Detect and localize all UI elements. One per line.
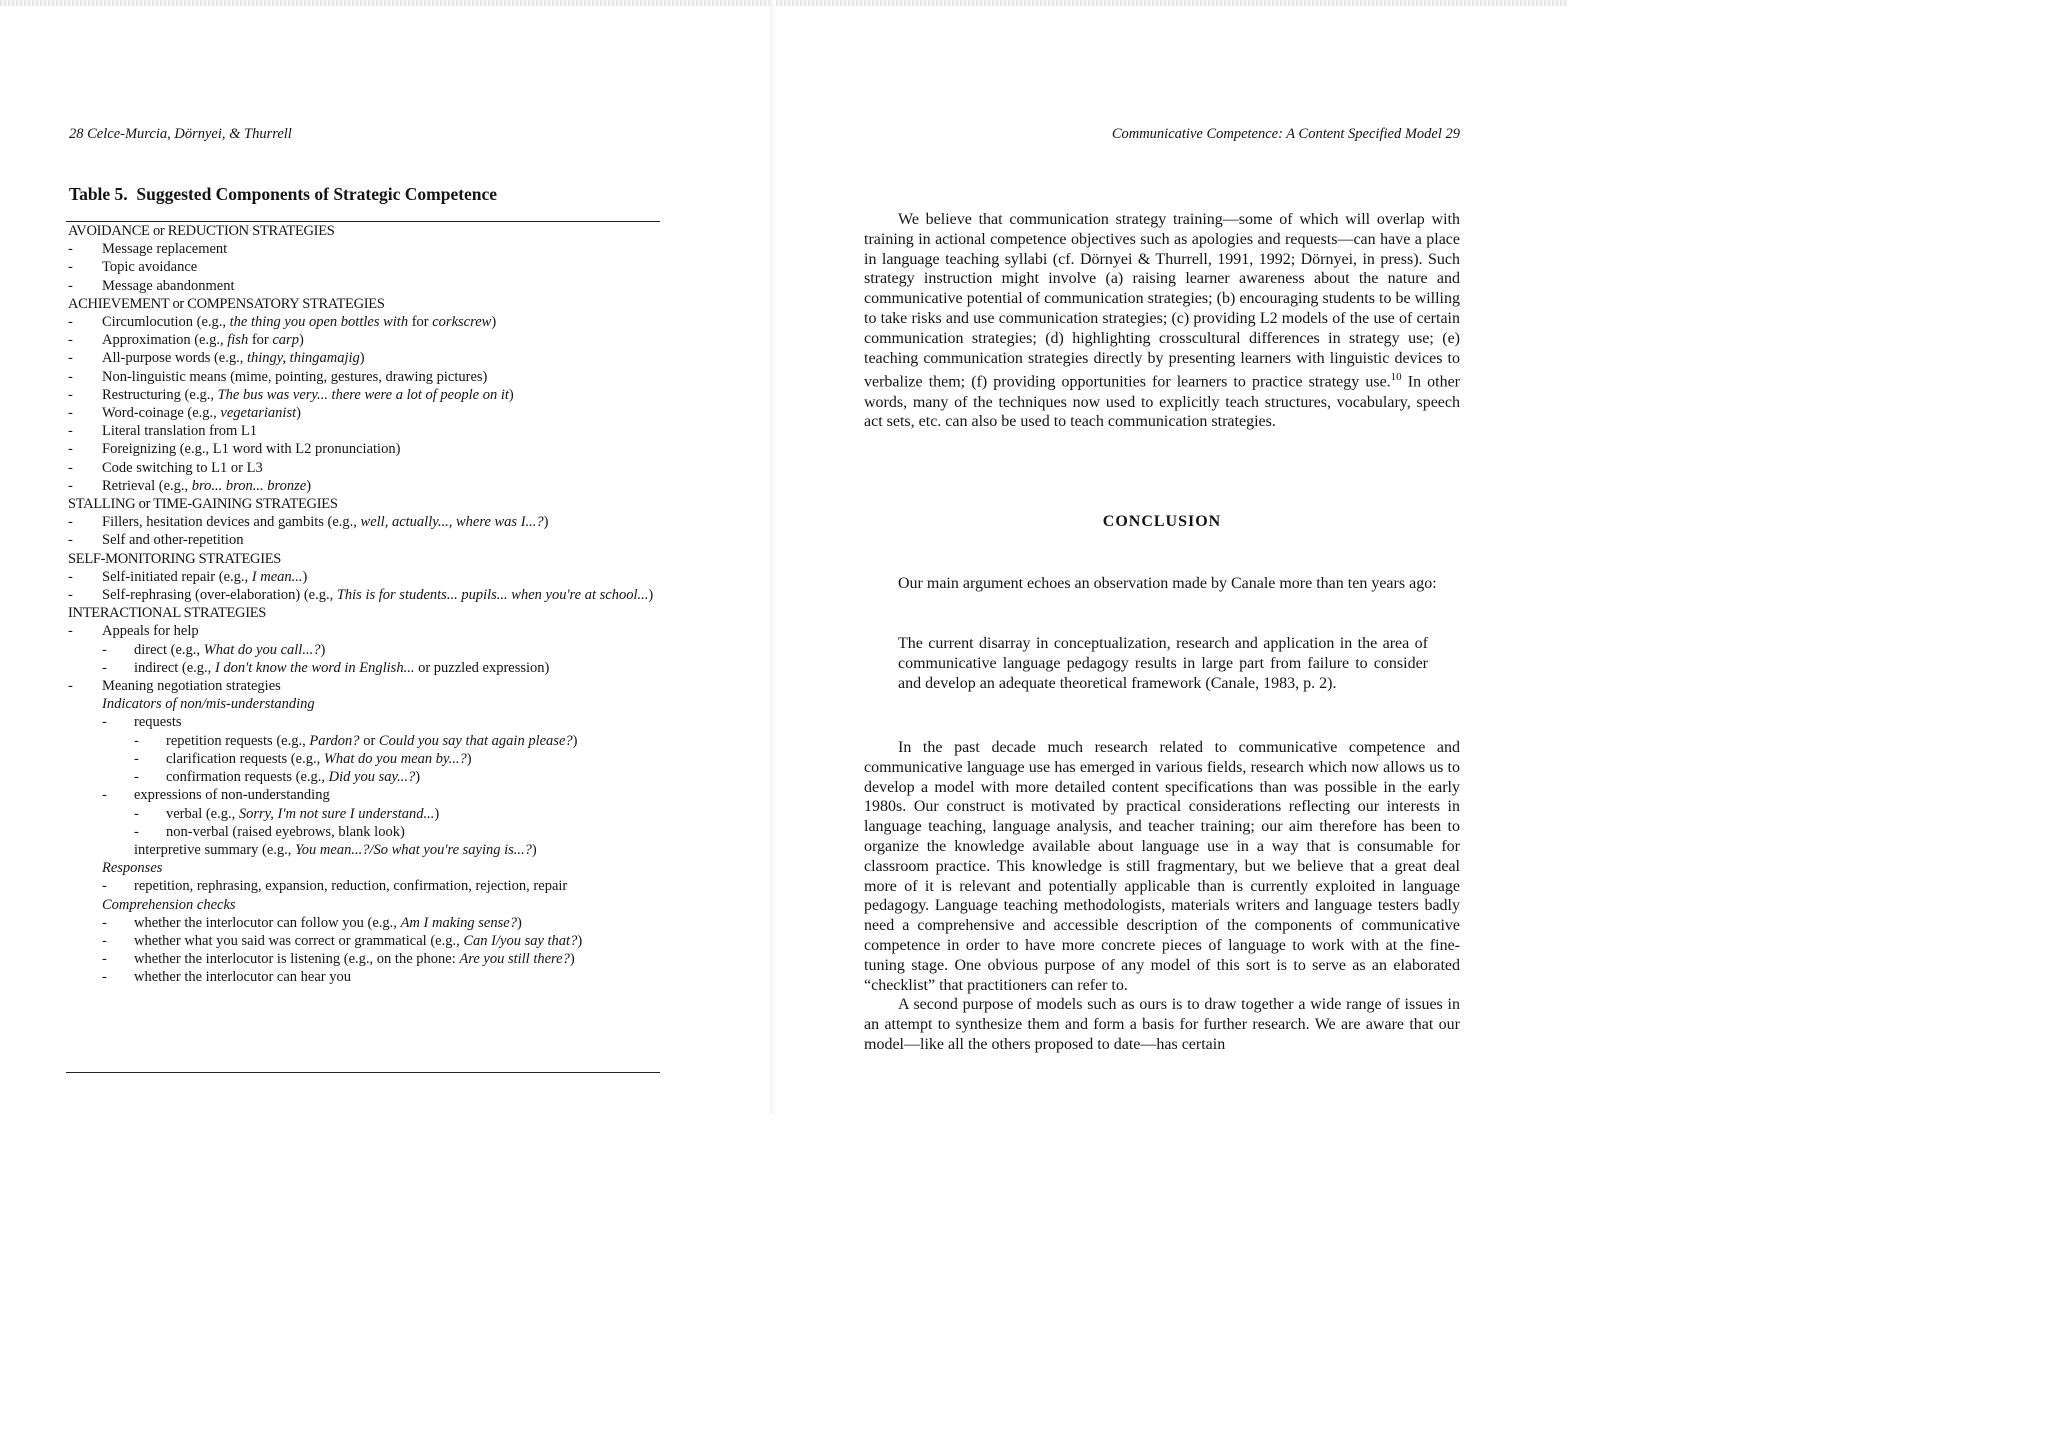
body-paragraph-canale xyxy=(864,574,1460,594)
italic-example: This is for students... pupils... when you're at school... xyxy=(336,587,649,604)
list-item-text xyxy=(68,222,666,240)
strategy-list-item xyxy=(66,622,666,640)
text-run: for xyxy=(408,314,433,331)
text-run: ) xyxy=(516,914,522,931)
paragraph-text: We believe that communication strategy training—some of which will overlap with training in actional competence objectives such as apologies and requests—can have a place in language teaching syllabi (cf. Dörnyei & Thurrell, 1991, 1992; Dörnyei, in press). Such strategy instruction might involve (a) raising learner awareness about the nature and communicative potential of communication strategies; (b) encouraging students to be willing to take risks and use communication strategies; (c) providing L2 models of the use of certain communication strategies; (d) highlighting crosscultural differences in strategy use; (e) teaching communication strategies directly by presenting learners with linguistic devices to verbalize them; (f) providing opportunities for learners to practice strategy use. xyxy=(864,211,1460,391)
section-heading-conclusion: CONCLUSION xyxy=(1102,513,1222,530)
list-item-text xyxy=(102,859,666,877)
list-item-text xyxy=(102,277,666,295)
list-dash: - xyxy=(102,951,107,968)
italic-example: Comprehension checks xyxy=(102,896,236,913)
italic-example: The bus was very... there were a lot of people on it xyxy=(217,386,509,403)
list-item-text xyxy=(134,659,666,677)
strategy-list-item xyxy=(66,805,666,823)
text-run: requests xyxy=(134,714,182,731)
text-run: ) xyxy=(359,350,365,367)
italic-example: Am I making sense? xyxy=(400,914,517,931)
strategy-list-item xyxy=(66,968,666,986)
text-run: direct (e.g., xyxy=(134,641,204,658)
text-run: Self and other-repetition xyxy=(102,532,244,549)
list-dash: - xyxy=(102,932,107,949)
strategy-list xyxy=(66,222,666,987)
text-run: Circumlocution (e.g., xyxy=(102,314,230,331)
paragraph-text: In the past decade much research related to communicative competence and communicative language use has emerged in various fields, research which now allows us to develop a model with more detailed content specifications than was possible in the early 1980s. Our construct is motivated by practical considerations reflecting our interests in language teaching, language analysis, and teacher training; our aim therefore has been to organize the knowledge available about language use in a way that is consumable for classroom practice. This knowledge is still fragmentary, but we believe that a great deal more of it is relevant and potentially applicable than is currently exploited in language pedagogy. Language teaching methodologists, materials writers and language testers badly need a comprehensive and accessible description of the components of communicative competence in order to have more concrete pieces of language to work with at the fine-tuning stage. One obvious purpose of any model of this sort is to serve as an elaborated “checklist” that practitioners can refer to. xyxy=(864,739,1460,994)
strategy-list-item xyxy=(66,459,666,477)
list-dash: - xyxy=(68,277,73,294)
list-item-text xyxy=(102,240,666,258)
text-run: clarification requests (e.g., xyxy=(166,750,324,767)
text-run: Non-linguistic means (mime, pointing, gestures, drawing pictures) xyxy=(102,368,488,385)
text-run: ) xyxy=(572,732,578,749)
text-run: Message replacement xyxy=(102,241,228,258)
table-bottom-rule xyxy=(66,1072,660,1073)
strategy-list-item xyxy=(66,513,666,531)
list-item-text xyxy=(134,877,666,895)
list-item-text xyxy=(134,914,666,932)
list-item-text xyxy=(102,586,666,604)
list-item-text xyxy=(134,968,666,986)
text-run: whether the interlocutor is listening (e.g., on the phone: xyxy=(134,951,460,968)
paragraph-text: Our main argument echoes an observation made by Canale more than ten years ago: xyxy=(898,575,1437,592)
list-item-text xyxy=(68,604,666,622)
list-item-text xyxy=(102,258,666,276)
list-item-text xyxy=(102,349,666,367)
text-run: repetition, rephrasing, expansion, reduction, confirmation, rejection, repair xyxy=(134,878,568,895)
list-dash: - xyxy=(68,678,73,695)
list-dash: - xyxy=(68,568,73,585)
text-run: interpretive summary (e.g., xyxy=(134,841,296,858)
strategy-list-item xyxy=(66,932,666,950)
text-run: ) xyxy=(569,951,575,968)
list-dash: - xyxy=(134,769,139,786)
text-run: indirect (e.g., xyxy=(134,659,215,676)
list-item-text xyxy=(166,823,666,841)
text-run: Self-rephrasing (over-elaboration) (e.g., xyxy=(102,587,337,604)
list-dash: - xyxy=(68,532,73,549)
running-head-left: 28 Celce-Murcia, Dörnyei, & Thurrell xyxy=(69,126,292,142)
text-run: ) xyxy=(302,568,308,585)
list-dash: - xyxy=(68,623,73,640)
strategy-list-item xyxy=(66,331,666,349)
text-run: Word-coinage (e.g., xyxy=(102,405,221,422)
list-item-text xyxy=(68,495,666,513)
list-dash: - xyxy=(102,914,107,931)
list-dash: - xyxy=(68,368,73,385)
strategy-list-item xyxy=(66,859,666,877)
list-item-text xyxy=(166,732,666,750)
list-dash: - xyxy=(102,969,107,986)
strategy-list-item xyxy=(66,568,666,586)
list-dash: - xyxy=(68,441,73,458)
text-run: ) xyxy=(491,314,497,331)
text-run: whether the interlocutor can hear you xyxy=(134,969,352,986)
strategy-list-item xyxy=(66,531,666,549)
strategy-list-item xyxy=(66,732,666,750)
italic-example: Pardon? xyxy=(309,732,360,749)
strategy-list-item xyxy=(66,258,666,276)
text-run: Foreignizing (e.g., L1 word with L2 pronunciation) xyxy=(102,441,401,458)
strategy-list-item xyxy=(66,313,666,331)
list-dash: - xyxy=(68,459,73,476)
list-item-text xyxy=(134,950,666,968)
italic-example: fish xyxy=(227,332,249,349)
body-paragraph-past-decade xyxy=(864,738,1460,1055)
list-item-text xyxy=(102,531,666,549)
italic-example: Indicators of non/mis-understanding xyxy=(102,696,315,713)
list-dash: - xyxy=(68,332,73,349)
italic-example: Could you say that again please? xyxy=(378,732,573,749)
strategy-list-item xyxy=(66,386,666,404)
text-run: ) xyxy=(531,841,537,858)
italic-example: What do you mean by...? xyxy=(323,750,467,767)
text-run: whether what you said was correct or grammatical (e.g., xyxy=(134,932,464,949)
strategy-list-item xyxy=(66,422,666,440)
text-run: All-purpose words (e.g., xyxy=(102,350,247,367)
strategy-list-item xyxy=(66,695,666,713)
list-item-text xyxy=(134,932,666,950)
list-dash: - xyxy=(102,714,107,731)
strategy-list-item xyxy=(66,586,666,604)
italic-example: What do you call...? xyxy=(203,641,321,658)
list-dash: - xyxy=(68,423,73,440)
list-dash: - xyxy=(134,805,139,822)
list-item-text xyxy=(134,713,666,731)
left-page xyxy=(0,0,770,1113)
list-dash: - xyxy=(68,314,73,331)
footnote-marker: 10 xyxy=(1390,371,1402,384)
list-dash: - xyxy=(68,386,73,403)
italic-example: I don't know the word in English... xyxy=(214,659,415,676)
list-item-text xyxy=(134,786,666,804)
strategy-list-item xyxy=(66,349,666,367)
text-run: AVOIDANCE or REDUCTION STRATEGIES xyxy=(68,223,335,239)
italic-example: corkscrew xyxy=(432,314,492,331)
strategy-list-item xyxy=(66,914,666,932)
list-item-text xyxy=(166,768,666,786)
text-run: non-verbal (raised eyebrows, blank look) xyxy=(166,823,405,840)
italic-example: You mean...?/So what you're saying is...? xyxy=(295,841,532,858)
text-run: verbal (e.g., xyxy=(166,805,239,822)
list-item-text xyxy=(102,568,666,586)
text-run: ) xyxy=(306,477,312,494)
text-run: ) xyxy=(296,405,301,422)
text-run: ) xyxy=(543,514,549,531)
running-head-right: Communicative Competence: A Content Specified Model 29 xyxy=(1111,126,1460,142)
italic-example: I mean... xyxy=(251,568,303,585)
strategy-list-item xyxy=(66,950,666,968)
strategy-list-item xyxy=(66,750,666,768)
list-item-text xyxy=(102,459,666,477)
italic-example: bro... bron... bronze xyxy=(191,477,307,494)
list-dash: - xyxy=(68,259,73,276)
list-item-text xyxy=(102,896,666,914)
strategy-category-heading xyxy=(66,604,666,622)
strategy-list-item xyxy=(66,404,666,422)
text-run: Literal translation from L1 xyxy=(102,423,258,440)
text-run: Appeals for help xyxy=(102,623,199,640)
list-item-text xyxy=(102,477,666,495)
list-item-text xyxy=(102,313,666,331)
strategy-list-item xyxy=(66,841,666,859)
strategy-category-heading xyxy=(66,222,666,240)
list-item-text xyxy=(102,404,666,422)
list-item-text xyxy=(102,331,666,349)
text-run: Code switching to L1 or L3 xyxy=(102,459,263,476)
paragraph-text: In other words, many of the techniques now used to explicitly teach structures, vocabulary, speech act sets, etc. can also be used to teach communication strategies. xyxy=(864,373,1460,431)
text-run: STALLING or TIME-GAINING STRATEGIES xyxy=(68,496,338,513)
text-run: ) xyxy=(648,587,654,604)
text-run: Approximation (e.g., xyxy=(102,332,228,349)
list-dash: - xyxy=(68,241,73,258)
text-run: Message abandonment xyxy=(102,277,235,294)
list-dash: - xyxy=(68,514,73,531)
body-paragraph-strategy-training xyxy=(864,210,1460,432)
italic-example: thingy, thingamajig xyxy=(246,350,360,367)
strategy-category-heading xyxy=(66,295,666,313)
strategy-list-item xyxy=(66,786,666,804)
strategy-category-heading xyxy=(66,550,666,568)
list-dash: - xyxy=(68,405,73,422)
list-item-text xyxy=(134,841,666,859)
list-dash: - xyxy=(134,750,139,767)
list-item-text xyxy=(102,386,666,404)
strategy-list-item xyxy=(66,368,666,386)
list-item-text xyxy=(102,440,666,458)
strategy-list-item xyxy=(66,713,666,731)
strategy-list-item xyxy=(66,768,666,786)
list-dash: - xyxy=(102,878,107,895)
italic-example: Sorry, I'm not sure I understand... xyxy=(238,805,435,822)
list-dash: - xyxy=(102,659,107,676)
italic-example: the thing you open bottles with xyxy=(229,314,409,331)
text-run: SELF-MONITORING STRATEGIES xyxy=(68,550,282,567)
list-item-text xyxy=(166,750,666,768)
list-item-text xyxy=(102,622,666,640)
text-run: expressions of non-understanding xyxy=(134,787,330,804)
text-run: whether the interlocutor can follow you (e.g., xyxy=(134,914,401,931)
text-run: ) xyxy=(320,641,326,658)
paragraph-text: A second purpose of models such as ours is to draw together a wide range of issues in an attempt to synthesize them and form a basis for further research. We are aware that our model—like all the others proposed to date—has certain xyxy=(864,996,1460,1053)
table-title: Table 5. Suggested Components of Strategic Competence xyxy=(69,184,498,204)
list-dash: - xyxy=(68,350,73,367)
strategy-list-item xyxy=(66,240,666,258)
italic-example: Can I/you say that? xyxy=(463,932,578,949)
strategy-list-item xyxy=(66,641,666,659)
list-dash: - xyxy=(134,823,139,840)
list-item-text xyxy=(68,550,666,568)
list-dash: - xyxy=(134,732,139,749)
list-item-text xyxy=(102,677,666,695)
list-dash: - xyxy=(68,477,73,494)
list-item-text xyxy=(68,295,666,313)
italic-example: vegetarianist xyxy=(220,405,297,422)
strategy-category-heading xyxy=(66,495,666,513)
text-run: INTERACTIONAL STRATEGIES xyxy=(68,605,267,622)
list-item-text xyxy=(134,641,666,659)
list-item-text xyxy=(102,422,666,440)
text-run: Restructuring (e.g., xyxy=(102,386,218,403)
text-run: or xyxy=(359,732,379,749)
text-run: Fillers, hesitation devices and gambits (e.g., xyxy=(102,514,361,531)
text-run: Self-initiated repair (e.g., xyxy=(102,568,252,585)
text-run: ) xyxy=(298,332,304,349)
text-run: Topic avoidance xyxy=(102,259,198,276)
strategy-list-item xyxy=(66,896,666,914)
list-dash: - xyxy=(102,641,107,658)
strategy-list-item xyxy=(66,477,666,495)
italic-example: Responses xyxy=(102,860,163,877)
strategy-list-item xyxy=(66,677,666,695)
list-item-text xyxy=(102,695,666,713)
block-quote: The current disarray in conceptualization, research and application in the area of communicative language pedagogy results in large part from failure to consider and develop an adequate theoretical framework (Canale, 1983, p. 2). xyxy=(898,635,1428,692)
strategy-list-item xyxy=(66,877,666,895)
text-run: ) xyxy=(577,932,583,949)
text-run: ) xyxy=(434,805,440,822)
list-dash: - xyxy=(68,587,73,604)
italic-example: Did you say...? xyxy=(328,769,416,786)
text-run: ) xyxy=(415,769,421,786)
text-run: confirmation requests (e.g., xyxy=(166,769,329,786)
strategy-list-item xyxy=(66,440,666,458)
text-run: ) xyxy=(466,750,472,767)
italic-example: Are you still there? xyxy=(459,951,570,968)
text-run: for xyxy=(248,332,273,349)
list-dash: - xyxy=(102,787,107,804)
strategy-list-item xyxy=(66,823,666,841)
text-run: Retrieval (e.g., xyxy=(102,477,192,494)
list-item-text xyxy=(102,513,666,531)
list-item-text xyxy=(102,368,666,386)
text-run: repetition requests (e.g., xyxy=(166,732,310,749)
strategy-list-item xyxy=(66,277,666,295)
italic-example: well, actually..., where was I...? xyxy=(360,514,544,531)
strategy-list-item xyxy=(66,659,666,677)
text-run: Meaning negotiation strategies xyxy=(102,678,281,695)
text-run: ) xyxy=(508,386,514,403)
text-run: ACHIEVEMENT or COMPENSATORY STRATEGIES xyxy=(68,295,385,312)
text-run: or puzzled expression) xyxy=(414,659,550,676)
italic-example: carp xyxy=(272,332,299,349)
list-item-text xyxy=(166,805,666,823)
